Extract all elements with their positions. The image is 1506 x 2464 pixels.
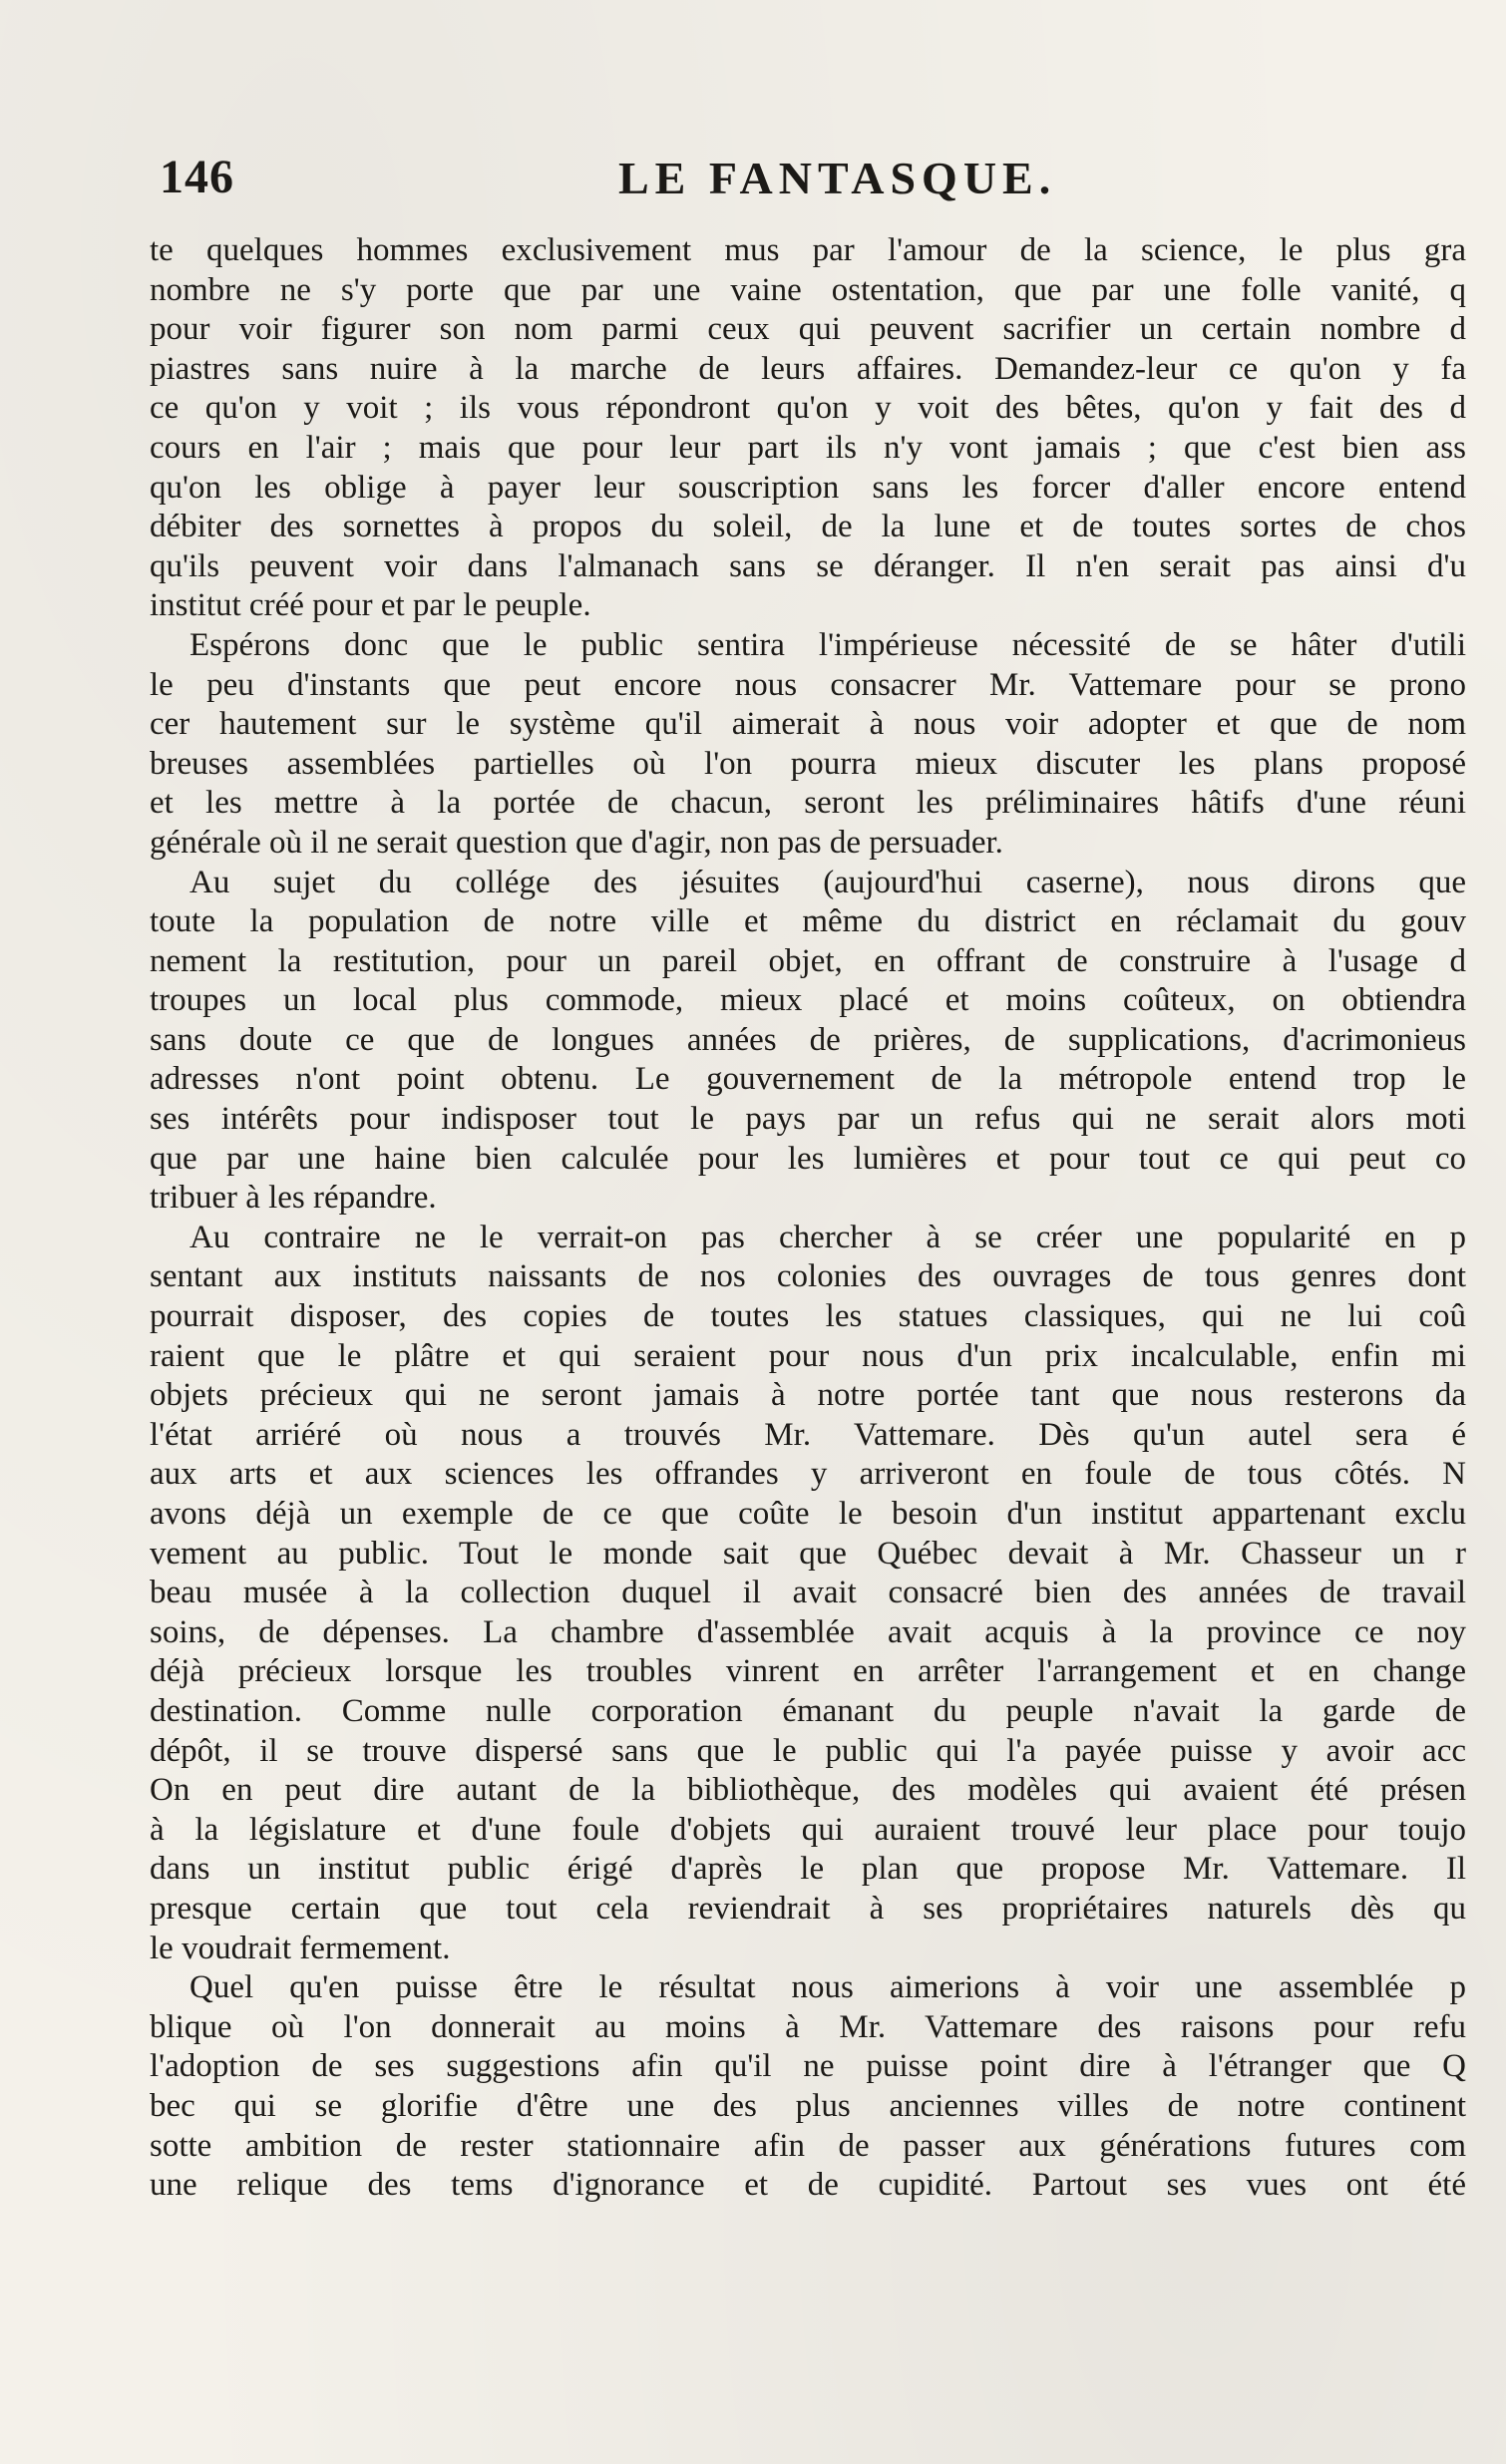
text-line: cer hautement sur le système qu'il aimerait à nous voir adopter et que de nom: [150, 706, 1466, 743]
text-line: pour voir figurer son nom parmi ceux qui peuvent sacrifier un certain nombre d: [150, 311, 1466, 348]
text-line: dans un institut public érigé d'après le plan que propose Mr. Vattemare. Il: [150, 1851, 1466, 1888]
text-line: débiter des sornettes à propos du soleil, de la lune et de toutes sortes de chos: [150, 509, 1466, 545]
text-line: ses intérêts pour indisposer tout le pays par un refus qui ne serait alors moti: [150, 1101, 1466, 1138]
article-body: [150, 231, 1466, 2375]
text-line: blique où l'on donnerait au moins à Mr. Vattemare des raisons pour refu: [150, 2008, 1466, 2045]
text-line: pourrait disposer, des copies de toutes les statues classiques, qui ne lui coû: [150, 1298, 1466, 1335]
text-line: vement au public. Tout le monde sait que Québec devait à Mr. Chasseur un r: [150, 1535, 1466, 1572]
text-line: objets précieux qui ne seront jamais à notre portée tant que nous resterons da: [150, 1377, 1466, 1414]
paragraph-start-line: Espérons donc que le public sentira l'impérieuse nécessité de se hâter d'utili: [189, 626, 1466, 663]
text-line: le peu d'instants que peut encore nous consacrer Mr. Vattemare pour se prono: [150, 666, 1466, 703]
text-line: une relique des tems d'ignorance et de cupidité. Partout ses vues ont été: [150, 2167, 1466, 2204]
text-line: l'adoption de ses suggestions afin qu'il ne puisse point dire à l'étranger que Q: [150, 2048, 1466, 2085]
text-line: te quelques hommes exclusivement mus par l'amour de la science, le plus gra: [150, 232, 1466, 268]
page-number: 146: [160, 151, 234, 203]
text-line: que par une haine bien calculée pour les lumières et pour tout ce qui peut co: [150, 1140, 1466, 1177]
paragraph-end-line: tribuer à les répandre.: [150, 1180, 437, 1217]
text-line: sotte ambition de rester stationnaire afin de passer aux générations futures com: [150, 2127, 1466, 2164]
text-line: soins, de dépenses. La chambre d'assemblée avait acquis à la province ce noy: [150, 1613, 1466, 1650]
text-line: déjà précieux lorsque les troubles vinrent en arrêter l'arrangement et en change: [150, 1653, 1466, 1690]
text-line: adresses n'ont point obtenu. Le gouvernement de la métropole entend trop le: [150, 1061, 1466, 1098]
text-line: piastres sans nuire à la marche de leurs affaires. Demandez-leur ce qu'on y fa: [150, 350, 1466, 387]
text-line: toute la population de notre ville et même du district en réclamait du gouv: [150, 903, 1466, 940]
text-line: à la législature et d'une foule d'objets qui auraient trouvé leur place pour toujo: [150, 1811, 1466, 1848]
text-line: aux arts et aux sciences les offrandes y arriveront en foule de tous côtés. N: [150, 1456, 1466, 1493]
text-line: On en peut dire autant de la bibliothèque, des modèles qui avaient été présen: [150, 1772, 1466, 1809]
text-line: bec qui se glorifie d'être une des plus anciennes villes de notre continent: [150, 2087, 1466, 2124]
text-line: cours en l'air ; mais que pour leur part ils n'y vont jamais ; que c'est bien ass: [150, 429, 1466, 466]
text-line: breuses assemblées partielles où l'on pourra mieux discuter les plans proposé: [150, 745, 1466, 782]
paragraph-end-line: institut créé pour et par le peuple.: [150, 587, 591, 624]
text-line: qu'on les oblige à payer leur souscription sans les forcer d'aller encore entend: [150, 469, 1466, 506]
text-line: qu'ils peuvent voir dans l'almanach sans se déranger. Il n'en serait pas ainsi d'u: [150, 547, 1466, 584]
paragraph-end-line: le voudrait fermement.: [150, 1930, 451, 1966]
text-line: avons déjà un exemple de ce que coûte le besoin d'un institut appartenant exclu: [150, 1496, 1466, 1532]
paragraph-start-line: Au sujet du collége des jésuites (aujourd'hui caserne), nous dirons que: [189, 864, 1466, 900]
paragraph-start-line: Au contraire ne le verrait-on pas chercher à se créer une popularité en p: [189, 1219, 1466, 1255]
text-line: presque certain que tout cela reviendrait à ses propriétaires naturels dès qu: [150, 1890, 1466, 1927]
text-line: beau musée à la collection duquel il avait consacré bien des années de travail: [150, 1575, 1466, 1611]
text-line: nement la restitution, pour un pareil objet, en offrant de construire à l'usage d: [150, 942, 1466, 979]
paragraph-start-line: Quel qu'en puisse être le résultat nous aimerions à voir une assemblée p: [189, 1969, 1466, 2006]
text-line: raient que le plâtre et qui seraient pour nous d'un prix incalculable, enfin mi: [150, 1337, 1466, 1374]
text-line: nombre ne s'y porte que par une vaine ostentation, que par une folle vanité, q: [150, 271, 1466, 308]
paragraph-end-line: générale où il ne serait question que d'agir, non pas de persuader.: [150, 824, 1003, 861]
page-header: [160, 150, 1416, 219]
text-line: sans doute ce que de longues années de prières, de supplications, d'acrimonieus: [150, 1021, 1466, 1058]
text-line: ce qu'on y voit ; ils vous répondront qu'on y voit des bêtes, qu'on y fait des d: [150, 390, 1466, 427]
text-line: dépôt, il se trouve dispersé sans que le public qui l'a payée puisse y avoir acc: [150, 1732, 1466, 1769]
running-title: LE FANTASQUE.: [618, 153, 1057, 203]
text-line: l'état arriéré où nous a trouvés Mr. Vattemare. Dès qu'un autel sera é: [150, 1416, 1466, 1453]
text-line: sentant aux instituts naissants de nos colonies des ouvrages de tous genres dont: [150, 1258, 1466, 1295]
text-line: troupes un local plus commode, mieux placé et moins coûteux, on obtiendra: [150, 982, 1466, 1019]
text-line: et les mettre à la portée de chacun, seront les préliminaires hâtifs d'une réuni: [150, 785, 1466, 822]
text-line: destination. Comme nulle corporation émanant du peuple n'avait la garde de: [150, 1692, 1466, 1729]
